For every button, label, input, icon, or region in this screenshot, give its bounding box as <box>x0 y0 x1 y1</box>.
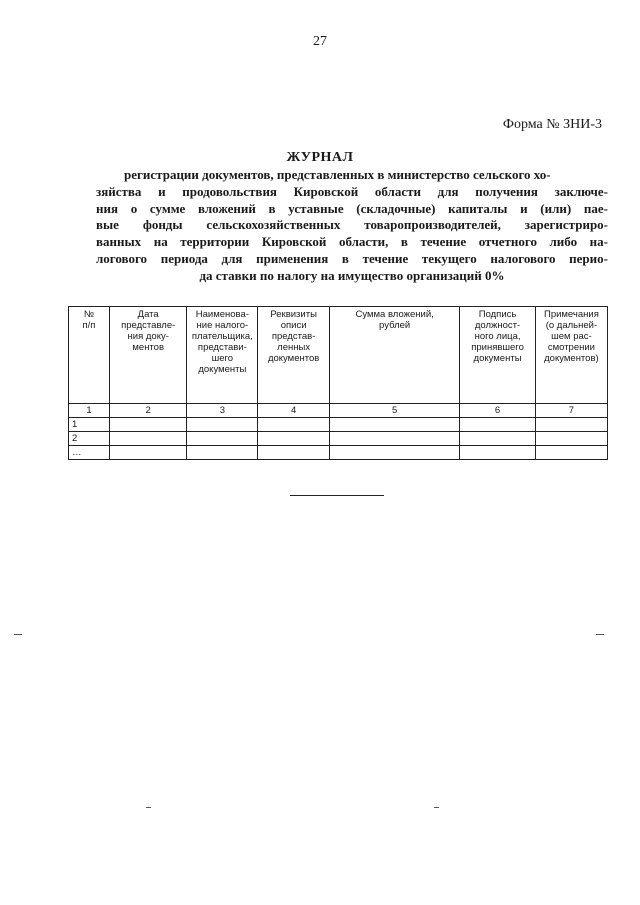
header-signature: Подпись должност- ного лица, принявшего документы <box>460 307 536 404</box>
table-header-row <box>69 307 608 404</box>
subtitle-line: ния о сумме вложений в уставные (складочные) капиталы и (или) пае- <box>96 200 608 216</box>
table-row <box>69 418 608 432</box>
table-cell <box>187 432 258 446</box>
table-cell: 1 <box>69 418 110 432</box>
table-cell: … <box>69 446 110 460</box>
table-cell <box>187 418 258 432</box>
column-number: 6 <box>460 404 536 418</box>
scan-speck <box>146 807 151 808</box>
journal-table <box>68 306 608 460</box>
table-cell <box>258 432 330 446</box>
subtitle-line: вые фонды сельскохозяйственных товаропроизводителей, зарегистриро- <box>96 217 608 233</box>
table-cell <box>460 446 536 460</box>
scan-speck <box>14 634 22 635</box>
page-number: 27 <box>313 34 327 49</box>
header-date: Дата представле- ния доку- ментов <box>109 307 187 404</box>
column-number: 3 <box>187 404 258 418</box>
table-cell <box>109 418 187 432</box>
header-investment-sum: Сумма вложений, рублей <box>330 307 460 404</box>
form-number: Форма № ЗНИ-3 <box>502 117 602 132</box>
table-cell <box>258 446 330 460</box>
table-cell <box>460 418 536 432</box>
table-cell: 2 <box>69 432 110 446</box>
subtitle-line: регистрации документов, представленных в министерство сельского хо- <box>124 167 551 182</box>
scan-speck <box>596 634 604 635</box>
document-title: ЖУРНАЛ <box>286 150 354 165</box>
table-cell <box>109 432 187 446</box>
end-divider <box>290 495 384 496</box>
table-cell <box>109 446 187 460</box>
column-number: 7 <box>535 404 607 418</box>
table-cell <box>535 418 607 432</box>
table-cell <box>330 446 460 460</box>
column-number: 5 <box>330 404 460 418</box>
document-subtitle <box>96 167 608 285</box>
table-cell <box>460 432 536 446</box>
column-number: 4 <box>258 404 330 418</box>
table-cell <box>535 446 607 460</box>
header-inventory-details: Реквизиты описи представ- ленных документов <box>258 307 330 404</box>
column-number: 2 <box>109 404 187 418</box>
header-notes: Примечания (о дальней- шем рас- смотрении документов) <box>535 307 607 404</box>
subtitle-line: да ставки по налогу на имущество организаций 0% <box>199 267 505 283</box>
column-number: 1 <box>69 404 110 418</box>
subtitle-line: зяйства и продовольствия Кировской области для получения заключе- <box>96 183 608 199</box>
subtitle-line: логового периода для применения в течение текущего налогового перио- <box>96 250 608 266</box>
header-taxpayer: Наименова- ние налого- плательщика, представи- шего документы <box>187 307 258 404</box>
table-cell <box>258 418 330 432</box>
table-cell <box>330 432 460 446</box>
table-row <box>69 432 608 446</box>
table-cell <box>535 432 607 446</box>
table-cell <box>187 446 258 460</box>
scan-speck <box>434 807 439 808</box>
table-row <box>69 446 608 460</box>
column-number-row <box>69 404 608 418</box>
subtitle-line: ванных на территории Кировской области, в течение отчетного либо на- <box>96 234 608 250</box>
header-number: № п/п <box>69 307 110 404</box>
table-cell <box>330 418 460 432</box>
